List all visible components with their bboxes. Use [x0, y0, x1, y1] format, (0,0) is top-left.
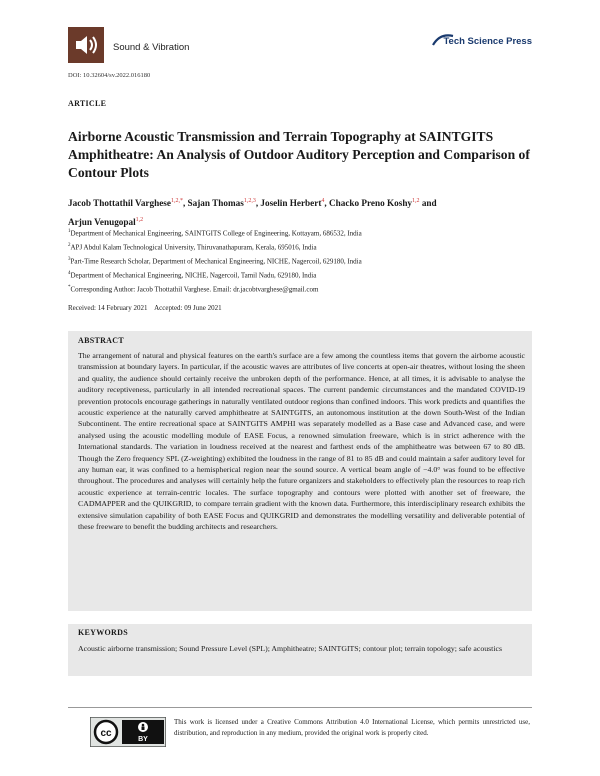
- affiliation-line: $^4$Department of Mechanical Engineering, NICHE, Nagercoil, Tamil Nadu, 629180, India: [68, 270, 317, 280]
- journal-logo: [68, 27, 104, 63]
- svg-text:BY: BY: [138, 736, 148, 743]
- article-type: ARTICLE: [68, 99, 107, 108]
- abstract-text: The arrangement of natural and physical features on the earth's surface are a few among the countless items that govern the airborne acoustic transmission at boundary layers. In particular, if the acoustic waves are attributes of live concerts at open-air theatres, without losing the sheen and quality, the audience should certainly receive the unbroken depth of the performance. Hence, at all times, it is advisable to analyse the auditory receptiveness, particularly in all intended recreational spaces. The current pandemic circumstances and the mandated COVID-19 prevention protocols encourage gatherings in naturally ventilated outdoor regions than confined indoors. This work predicts and quantifies the acoustic experience at the naturally carved amphitheatre at SAINTGITS, an autonomous institution at the down South-West of the Indian Subcontinent. The entire recreational space at SAINTGITS AMPHI was separately modelled as a Base case and Advanced case, and were analysed using the acoustic modelling module of EASE Focus, a renowned simulation freeware, which is in strict adherence with the International standards. The variation in loudness received at the nearest and farthest ends of the amphitheatre was between 67 to 80 dB. Though the Zero frequency SPL (Z-weighting) exhibited the loudness in the range of 81 to 85 dB and could maintain a safer auditory level for any human ear, it was confined to a hemispherical region near the sound source. A vertical beam angle of −4.0° was found to be effective throughout. The procedures and analyses will certainly help the future organizers and stakeholders to effectively plan the resources to reap rich acoustic experience at terrain-centric locales. The surface topography and contours were plotted with another set of freeware, the CADMAPPER and the QUIKGRID, to compare terrain gradient with the known data. Furthermore, this interdisciplinary research exhibits the extensive simulation capability of both EASE Focus and QUIKGRID and demonstrates the modelling versatility and deliverable potential of these freeware to benefit the budding architects and researchers.: [78, 351, 525, 532]
- author-name: Chacko Preno Koshy: [328, 198, 413, 209]
- author-affil[interactable]: 4: [321, 198, 325, 204]
- author-list: Jacob Thottathil Varghese$^{1,2,*}$, Sajan Thomas$^{1,2,3}$, Joselin Herbert$^4$, Chacko Preno Koshy$^{1,2}$ and Arjun Venugopal$^{1,2}$: [68, 198, 437, 228]
- doi[interactable]: DOI: 10.32604/sv.2022.016180: [68, 72, 151, 79]
- keywords-text: Acoustic airborne transmission; Sound Pressure Level (SPL); Amphitheatre; SAINTGITS; contour plot; terrain topology; safe acoustics: [78, 644, 502, 653]
- svg-text:cc: cc: [100, 728, 112, 739]
- abstract-heading: ABSTRACT: [78, 336, 124, 345]
- author-name: Joselin Herbert: [260, 198, 322, 209]
- affiliations: [68, 226, 538, 296]
- footer-divider: [68, 707, 532, 708]
- abstract-section: [68, 331, 532, 611]
- affiliation-line: $^1$Department of Mechanical Engineering, SAINTGITS College of Engineering, Kottayam, 686532, India: [68, 229, 362, 238]
- publisher-name: Tech Science Press: [443, 36, 532, 47]
- author-name: Sajan Thomas: [187, 198, 244, 209]
- author-name: Arjun Venugopal: [68, 217, 136, 228]
- corresponding-author: *Corresponding Author: Jacob Thottathil Varghese. Email: dr.jacobtvarghese@gmail.com: [68, 284, 319, 294]
- keywords-section: [68, 624, 532, 676]
- author-and: and: [421, 198, 437, 209]
- author-affil[interactable]: 1,2: [135, 217, 144, 224]
- license-text: This work is licensed under a Creative Commons Attribution 4.0 International License, which permits unrestricted use, distribution, and reproduction in any medium, provided the original work is properly cited.: [174, 718, 530, 737]
- keywords-heading: KEYWORDS: [78, 628, 128, 637]
- received-accepted-dates: Received: 14 February 2021 Accepted: 09 June 2021: [68, 304, 222, 312]
- speaker-sound-icon: [68, 27, 104, 63]
- creative-commons-by-icon[interactable]: [90, 717, 166, 747]
- author-name: Jacob Thottathil Varghese: [68, 198, 171, 209]
- author-affil[interactable]: 1,2: [412, 198, 420, 204]
- author-affil[interactable]: 1,2,3: [243, 198, 256, 204]
- paper-title: Airborne Acoustic Transmission and Terrain Topography at SAINTGITS Amphitheatre: An Analysis of Outdoor Auditory Perception and Comparison of Contour Plots: [68, 129, 530, 180]
- page-header: [68, 27, 532, 63]
- journal-name: Sound & Vibration: [113, 42, 190, 53]
- author-affil[interactable]: 1,2,*: [170, 198, 183, 204]
- affiliation-line: $^3$Part-Time Research Scholar, Department of Mechanical Engineering, NICHE, Nagercoil, 629180, India: [68, 256, 362, 266]
- affiliation-line: $^2$APJ Abdul Kalam Technological University, Thiruvanathapuram, Kerala, 695016, India: [68, 242, 317, 252]
